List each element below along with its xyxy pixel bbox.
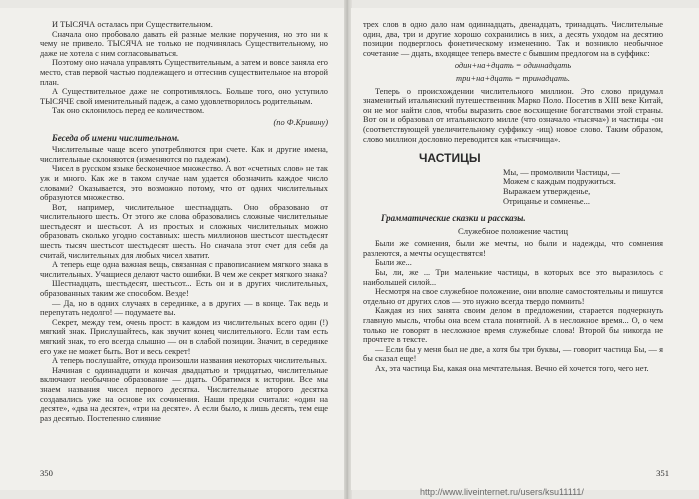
chapter-title: ЧАСТИЦЫ [419, 151, 481, 166]
paragraph: Начиная с одиннадцати и кончая двадцатью и тридцатью, числительные включают необычное образование — дцать. Обратимся к истории. Все мы знаем названия чисел первого десятка. Числительные второго десятка создавались уже на основе их сочинения. Наши предки считали: «один на десяте», «два на десяте», «три на десяте». А если было, к лишь десять, тем еще раз десятью. Постепенно слияние [40, 365, 328, 423]
paragraph: Теперь о происхождении числительного миллион. Это слово придумал знаменитый итальянский путешественник Марко Поло. Посетив в XIII веке Китай, он не мог найти слов, чтобы выразить свое восхищение богатствами этой страны. Вот он и образовал от итальянского милле (что означало «тысяча») и частицы -он (соответствующей увеличительному суффиксу -ищ) новое слово. Таким образом, слово миллион дословно переводится как «тысячища». [363, 86, 663, 144]
left-column [40, 20, 328, 423]
epigraph-line: Можем с каждым подружиться. [503, 177, 616, 187]
paragraph: — Да, но в одних случаях в серединке, а в других — в конце. Так ведь и перепутать недолго! — подумаете вы. [40, 298, 328, 318]
left-page [0, 8, 345, 490]
right-page [351, 8, 699, 490]
paragraph: Секрет, между тем, очень прост: в каждом из числительных всего один (!) мягкий знак. Прислушайтесь, как звучит конец числительного. Если там есть мягкий знак, то его всегда слышно — он в слабой позиции. Значит, в серединке его уже не может быть. Вот и весь секрет! [40, 317, 328, 356]
paragraph: А теперь еще одна важная вещь, связанная с правописанием мягкого знака в числительных. Учащиеся делают часто ошибки. В чем же секрет мягкого знака? [40, 260, 328, 279]
paragraph: — Если бы у меня был не две, а хотя бы три буквы, — говорит частица Бы, — я бы сказал еще! [363, 344, 663, 364]
watermark-url: http://www.liveinternet.ru/users/ksu11111/ [420, 487, 584, 497]
paragraph: Несмотря на свое служебное положение, они вполне самостоятельны и пишутся отдельно от других слов — это нужно всегда твердо помнить! [363, 287, 663, 306]
formula: один+на+дцать = одиннадцать [454, 61, 572, 71]
paragraph: А теперь послушайте, откуда произошли названия некоторых числительных. [52, 356, 327, 366]
paragraph: Сначала оно пробовало давать ей разные мелкие поручения, но это ни к чему не привело. ТЫСЯЧА не только не подчинялась Существительному, но даже не хотела с ним согласовываться. [40, 29, 328, 58]
story-title: Служебное положение частиц [457, 225, 569, 236]
paragraph: Поэтому оно начала управлять Существительным, а затем и вовсе заняла его место, став первой частью подлежащего и оттеснив существительное на второй план. [40, 58, 328, 87]
paragraph: Ах, эта частица Бы, какая она мечтательная. Вечно ей хочется того, чего нет. [375, 364, 649, 373]
paragraph: Вот, например, числительное шестнадцать. Оно образовано от числительного шесть. От этого же слова образовались сложные числительные шестьдесят и шестьсот. А из простых и сложных числительных можно образовать сколько угодно составных: шесть миллионов шестьсот шестьдесят шесть тысяч шестьсот шестьдесят шесть. Но сначала этот счет для себя да считай, числительных для любых чисел хватит. [40, 202, 328, 260]
epigraph-line: Отрицанье и сомненье... [503, 196, 590, 206]
paragraph: Так оно склонилось перед ее количеством. [52, 106, 205, 116]
section-title: Беседа об имени числительном. [52, 132, 180, 143]
page-number: 350 [40, 468, 53, 478]
paragraph: Числительные чаще всего употребляются при счете. Как и другие имена, числительные склоняются (изменяются по падежам). [40, 145, 328, 164]
paragraph: А Существительное даже не сопротивлялось. Больше того, оно уступило ТЫСЯЧЕ свой именительный падеж, а само удовлетворилось родительным. [40, 87, 328, 106]
paragraph: И ТЫСЯЧА осталась при Существительном. [52, 20, 213, 29]
paragraph: Были же сомнения, были же мечты, но были и надежды, что сомнения разлеются, а мечты осуществятся! [363, 239, 663, 258]
page-number: 351 [656, 468, 669, 478]
epigraph [503, 168, 663, 206]
epigraph-line: Мы, — промолвили Частицы, — [503, 167, 620, 177]
subtitle: Грамматические сказки и рассказы. [381, 213, 526, 224]
right-column [363, 20, 663, 374]
author-signature: (по Ф.Кривину) [273, 117, 328, 127]
paragraph: Были же... [375, 258, 412, 268]
paragraph: трех слов в одно дало нам одиннадцать, двенадцать, тринадцать. Числительные один, два, три и другие хорошо сохранились в них, а десять уходом на десятию позиции подверглось фонетическому изменению. Так и возникло необычное сочетание — дцать, входящее теперь вместе с бывшим предлогом на в суффикс: [363, 20, 663, 58]
paragraph: Бы, ли, же ... Три маленькие частицы, в которых все это выразилось с наибольшей силой... [363, 268, 663, 287]
paragraph: Чисел в русском языке бесконечное множество. А вот «счетных слов» не так уж и много. Как же в таком случае нам удается обозначить каждое число словами? Оказывается, это возможно потому, что от одних числительных образуются множество. [40, 164, 328, 203]
epigraph-line: Выражаем утвержденье, [503, 186, 591, 196]
formula: три+на+дцать = тринадцать. [456, 73, 570, 83]
paragraph: Каждая из них занята своим делом в предложении, старается подчеркнуть главную мысль, чтобы она всем стала понятной. А в несложное время... О, о чем только не говорят в несложное время служебные слова! Второй бы никогда не прочтете в тексте. [363, 306, 663, 345]
paragraph: Шестнадцать, шестьдесят, шестьсот... Есть он и в других числительных, образованных таким же способом. Везде! [40, 279, 328, 299]
